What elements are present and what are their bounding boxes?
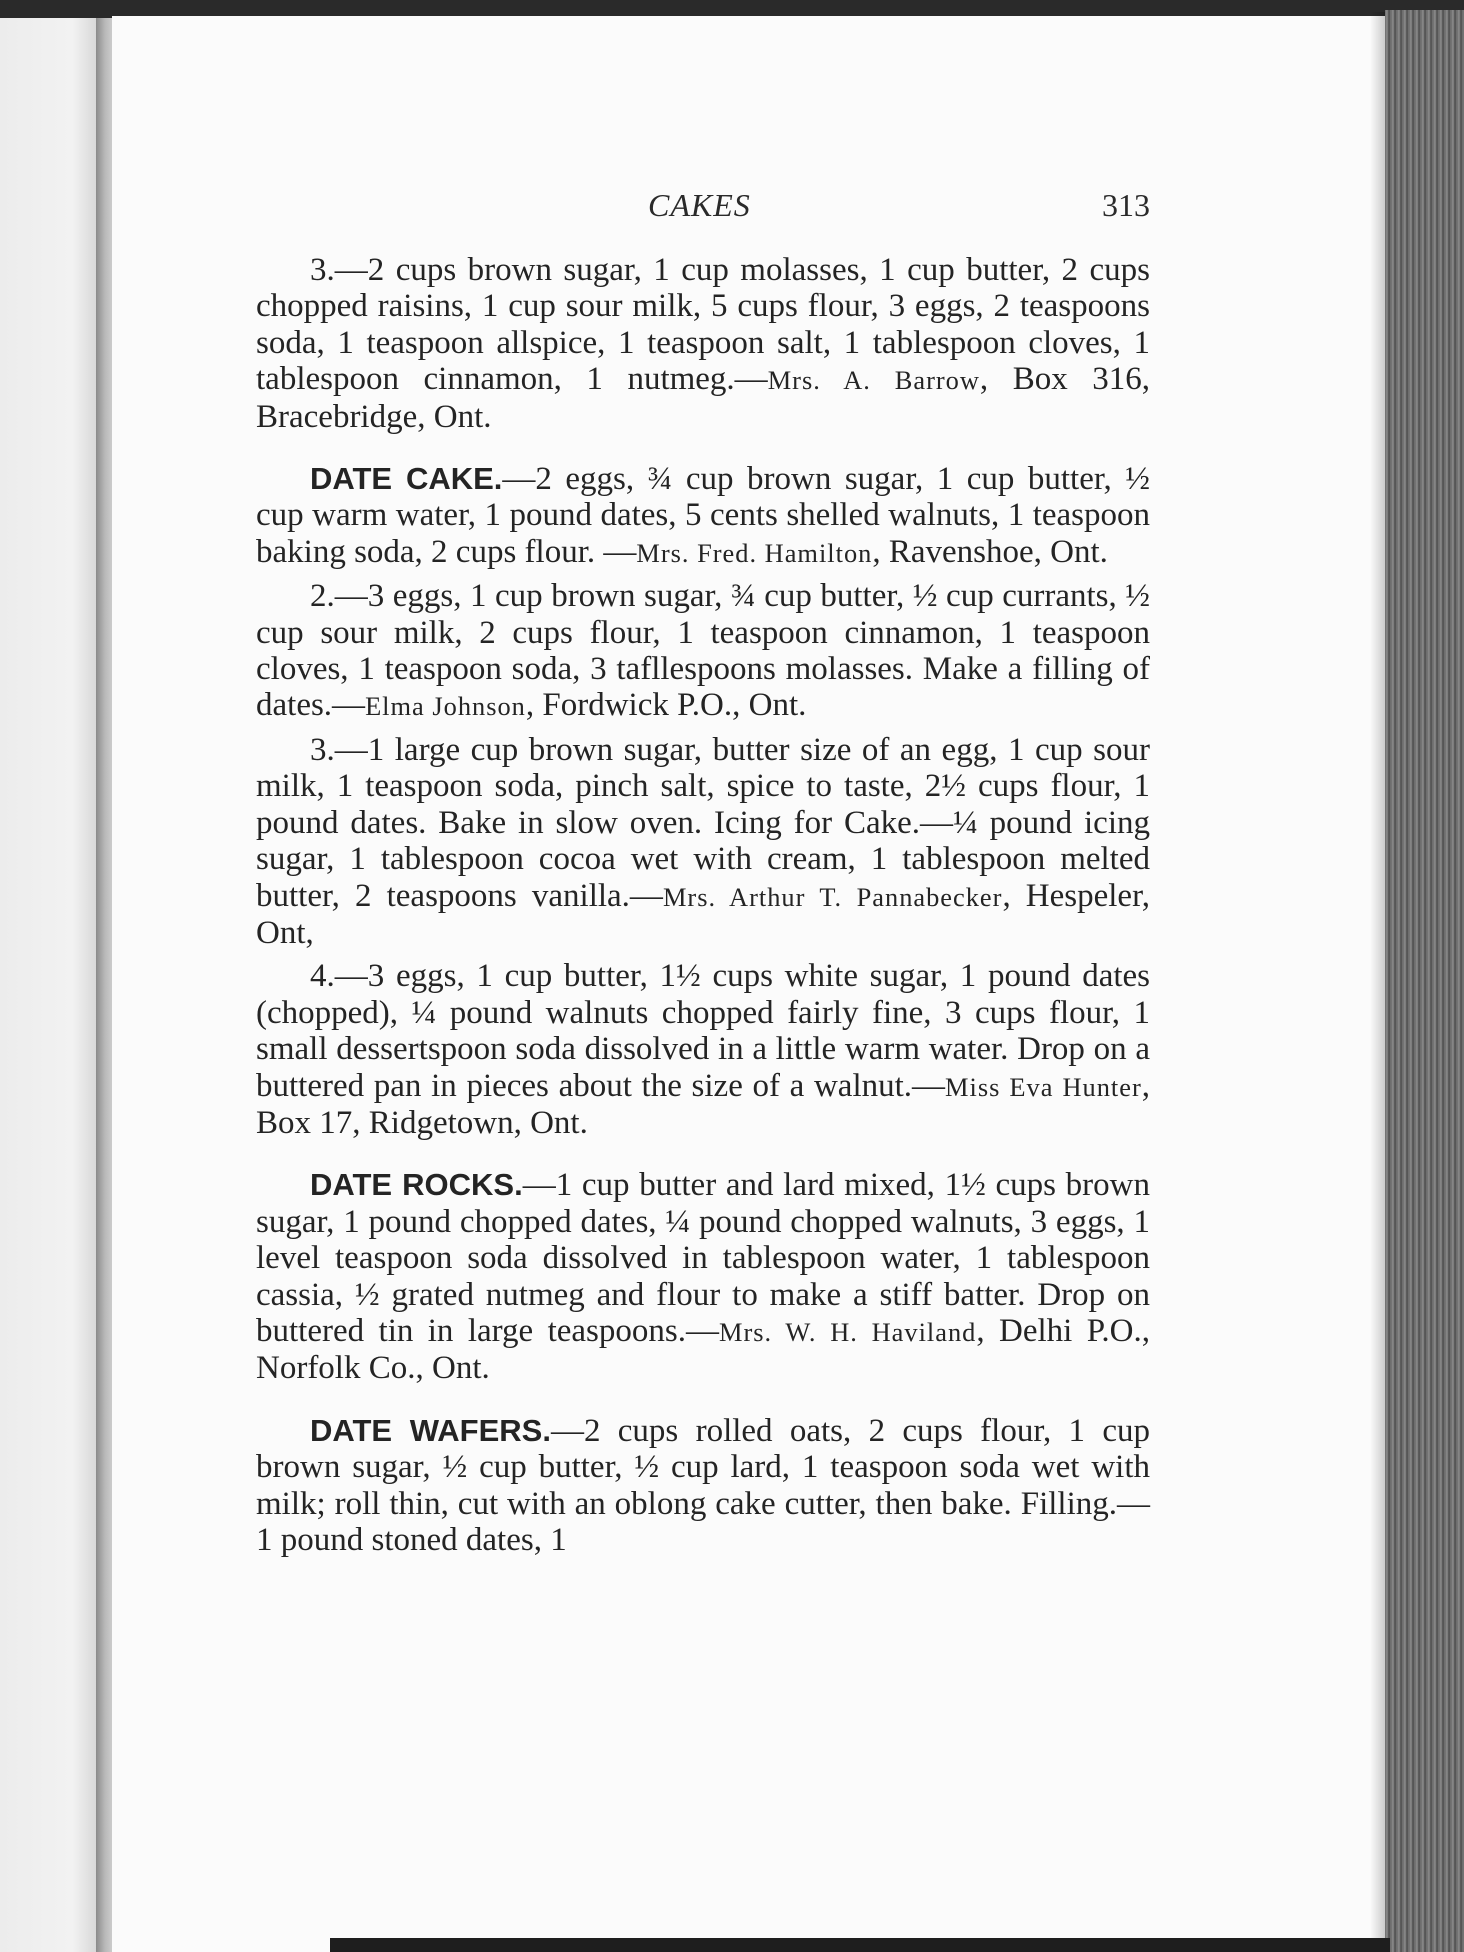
recipe-heading: DATE CAKE. <box>310 461 503 497</box>
recipe-body: —2 eggs, ¾ cup brown sugar, 1 cup butter, ½ cup warm water, 1 pound dates, 5 cents shelled walnuts, 1 teaspoon baking soda, 2 cups flour. — <box>256 461 1150 570</box>
contributor-name: Mrs. Arthur T. Pannabecker <box>662 881 1003 912</box>
bottom-border <box>330 1938 1390 1952</box>
recipe-paragraph <box>256 461 1150 571</box>
page-number: 313 <box>1102 187 1150 223</box>
recipe-body: —1 cup butter and lard mixed, 1½ cups brown sugar, 1 pound chopped dates, ¼ pound chopped walnuts, 3 eggs, 1 level teaspoon soda dissolved in tablespoon water, 1 tablespoon cassia, ½ grated nutmeg and flour to make a stiff batter. Drop on buttered tin in large teaspoons.— <box>256 1167 1150 1349</box>
recipe-paragraph <box>256 1167 1150 1386</box>
contributor-address: , Hespeler, Ont, <box>256 877 1150 951</box>
contributor-address: , Ravenshoe, Ont. <box>872 533 1108 570</box>
recipe-paragraph <box>256 958 1150 1141</box>
recipe-body: —2 cups rolled oats, 2 cups flour, 1 cup brown sugar, ½ cup butter, ½ cup lard, 1 teaspoon soda wet with milk; roll thin, cut with an oblong cake cutter, then bake. Filling.—1 pound stoned dates, 1 <box>256 1412 1150 1558</box>
contributor-name: Mrs. W. H. Haviland <box>718 1316 977 1347</box>
contributor-address: , Fordwick P.O., Ont. <box>525 687 807 724</box>
page-header <box>256 187 1150 231</box>
recipe-text <box>256 252 1150 1565</box>
recipe-body: 2.—3 eggs, 1 cup brown sugar, ¾ cup butter, ½ cup currants, ½ cup sour milk, 2 cups flour, 1 teaspoon cinnamon, 1 teaspoon cloves, 1 teaspoon soda, 3 tafllespoons molasses. Make a filling of dates.— <box>256 578 1150 724</box>
contributor-name: Mrs. A. Barrow <box>767 365 980 396</box>
contributor-name: Elma Johnson <box>365 691 526 722</box>
recipe-body: 3.—1 large cup brown sugar, butter size of an egg, 1 cup sour milk, 1 teaspoon soda, pinch salt, spice to taste, 2½ cups flour, 1 pound dates. Bake in slow oven. Icing for Cake.—¼ pound icing sugar, 1 tablespoon cocoa wet with cream, 1 tablespoon melted butter, 2 teaspoons vanilla.— <box>256 731 1150 914</box>
recipe-heading: DATE WAFERS. <box>310 1412 551 1448</box>
contributor-address: , Delhi P.O., Norfolk Co., Ont. <box>256 1312 1151 1387</box>
recipe-body: 3.—2 cups brown sugar, 1 cup molasses, 1 cup butter, 2 cups chopped raisins, 1 cup sour milk, 5 cups flour, 3 eggs, 2 teaspoons soda, 1 teaspoon allspice, 1 teaspoon salt, 1 tablespoon cloves, 1 tablespoon cinnamon, 1 nutmeg.— <box>256 252 1150 398</box>
contributor-name: Mrs. Fred. Hamilton <box>636 537 873 568</box>
recipe-paragraph <box>256 1413 1150 1559</box>
page-block-edge <box>1385 10 1464 1952</box>
contributor-address: , Box 17, Ridgetown, Ont. <box>256 1067 1150 1141</box>
recipe-heading: DATE ROCKS. <box>310 1167 523 1203</box>
contributor-name: Miss Eva Hunter <box>945 1071 1142 1102</box>
recipe-paragraph <box>256 732 1150 951</box>
recipe-body: 4.—3 eggs, 1 cup butter, 1½ cups white sugar, 1 pound dates (chopped), ¼ pound walnuts chopped fairly fine, 3 cups flour, 1 small dessertspoon soda dissolved in a little warm water. Drop on a buttered pan in pieces about the size of a walnut.— <box>256 958 1150 1104</box>
left-page-edge <box>0 18 104 1952</box>
recipe-paragraph <box>256 578 1150 725</box>
recipe-paragraph <box>256 252 1150 435</box>
running-head: CAKES <box>648 187 751 223</box>
contributor-address: , Box 316, Bracebridge, Ont. <box>256 361 1150 435</box>
